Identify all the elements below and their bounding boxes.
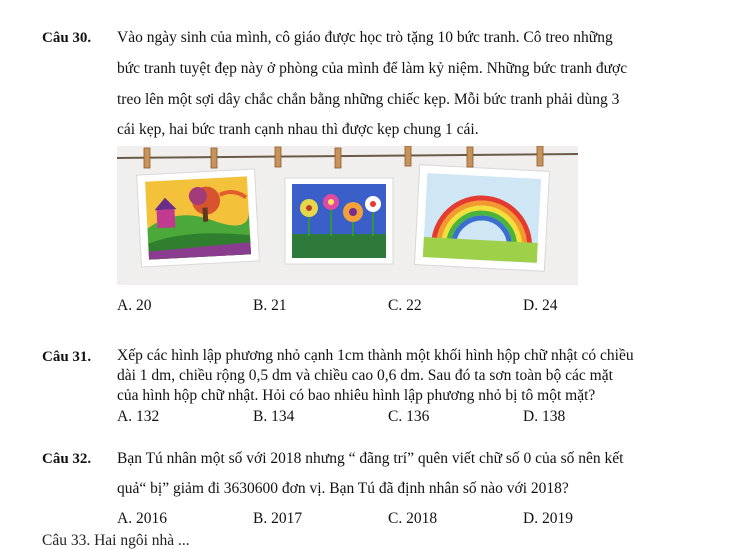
question-text-line: của hình hộp chữ nhật. Hỏi có bao nhiêu hình lập phương nhỏ bị tô một mặt? [117,387,596,404]
option-c[interactable]: C. 22 [388,297,422,314]
option-b[interactable]: B. 2017 [253,510,303,527]
question-text-line: Vào ngày sinh của mình, cô giáo được học trò tặng 10 bức tranh. Cô treo những [117,29,613,46]
painting-flowers [285,178,393,264]
option-d[interactable]: D. 138 [523,408,566,425]
option-b[interactable]: B. 134 [253,408,295,425]
clip [275,147,281,167]
question-text-line: Xếp các hình lập phương nhỏ cạnh 1cm thành một khối hình hộp chữ nhật có chiều [117,347,634,364]
question-text-line: Bạn Tú nhân một số với 2018 nhưng “ đãng trí” quên viết chữ số 0 của số nên kết [117,450,624,467]
question-text-line: bức tranh tuyệt đẹp này ở phòng của mình để làm kỷ niệm. Những bức tranh được [117,60,628,77]
option-a[interactable]: A. 2016 [117,510,167,527]
option-c[interactable]: C. 2018 [388,510,438,527]
question-number: Câu 30. [42,30,92,46]
option-a[interactable]: A. 132 [117,408,160,425]
option-a[interactable]: A. 20 [117,297,152,314]
option-b[interactable]: B. 21 [253,297,287,314]
option-c[interactable]: C. 136 [388,408,430,425]
painting-rainbow [414,165,549,272]
hanging-paintings-illustration [117,146,578,285]
clip [144,148,150,168]
option-d[interactable]: D. 2019 [523,510,573,527]
question-text-line: treo lên một sợi dây chắc chắn bằng những chiếc kẹp. Mỗi bức tranh phải dùng 3 [117,91,620,108]
question-text-line: cái kẹp, hai bức tranh cạnh nhau thì được kẹp chung 1 cái. [117,121,479,138]
clip [335,148,341,168]
question-number: Câu 32. [42,451,92,467]
clip [467,147,473,167]
clip [405,146,411,166]
clip [537,146,543,166]
option-d[interactable]: D. 24 [523,297,558,314]
cut-off-next-question: Câu 33. Hai ngôi nhà ... [42,532,190,549]
question-text-line: dài 1 dm, chiều rộng 0,5 dm và chiều cao 0,6 dm. Sau đó ta sơn toàn bộ các mặt [117,367,613,384]
clip [211,148,217,168]
painting-hills [137,169,260,267]
question-number: Câu 31. [42,349,92,365]
question-text-line: quả“ bị” giảm đi 3630600 đơn vị. Bạn Tú đã định nhân số nào với 2018? [117,480,569,497]
